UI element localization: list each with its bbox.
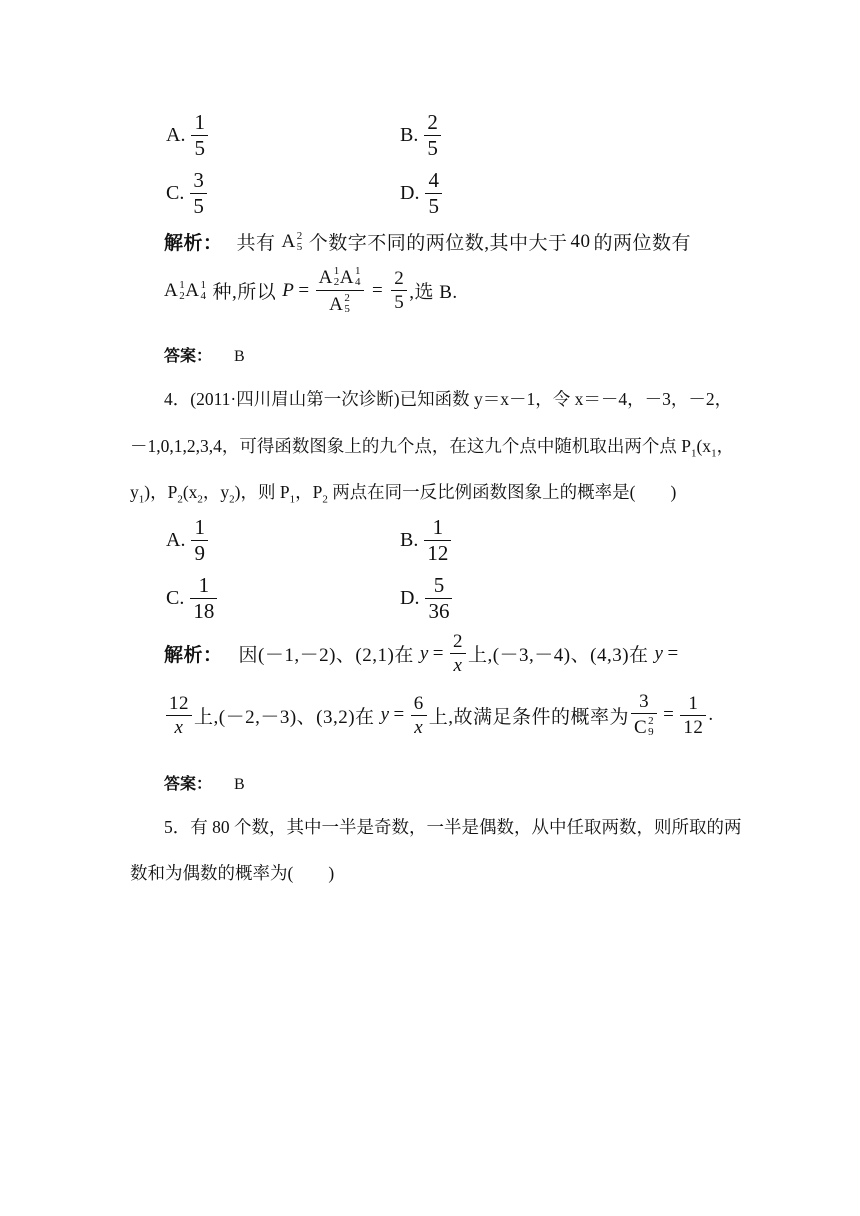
option-fraction: $\frac{4}{5}$ bbox=[425, 170, 442, 217]
option-fraction: $\frac{1}{9}$ bbox=[191, 517, 208, 564]
option-letter: D. bbox=[400, 587, 420, 609]
permutation-a21: A 1 2 bbox=[164, 278, 186, 302]
q4-option-a bbox=[166, 517, 208, 564]
answer-value: B bbox=[234, 776, 245, 793]
q3-option-b bbox=[400, 112, 441, 159]
q4-option-b bbox=[400, 517, 451, 564]
q5-question-line2: 数和为偶数的概率为( ) bbox=[130, 863, 335, 883]
q3-option-c bbox=[166, 170, 207, 217]
answer-value: B bbox=[234, 348, 245, 365]
q5-question-line1: 5．有 80 个数，其中一半是奇数，一半是偶数，从中任取两数，则所取的两 bbox=[164, 817, 742, 837]
option-letter: C. bbox=[166, 182, 185, 204]
q3-analysis-line2: A 1 2 A 1 4 种,所以 P = A 1 2 A 1 4 A 2 5 = $\frac{2}{5}$ ,选 B. bbox=[164, 265, 458, 315]
q3-answer bbox=[164, 343, 245, 366]
option-letter: B. bbox=[400, 124, 419, 146]
option-fraction: $\frac{5}{36}$ bbox=[425, 575, 452, 622]
permutation-a41: A 1 4 bbox=[185, 278, 207, 302]
option-fraction: $\frac{1}{12}$ bbox=[424, 517, 451, 564]
fraction-12-over-x: $\frac{12}{x}$ bbox=[166, 694, 192, 737]
q4-question-line2: －1,0,1,2,3,4，可得函数图象上的九个点，在这九个点中随机取出两个点 $P_1(x_1$， bbox=[130, 436, 735, 460]
permutation-a52: A 2 5 bbox=[281, 229, 303, 253]
option-letter: A. bbox=[166, 124, 186, 146]
option-letter: C. bbox=[166, 587, 185, 609]
q3-option-d bbox=[400, 170, 442, 217]
answer-label: 答案： bbox=[164, 346, 213, 365]
analysis-label: 解析： bbox=[164, 644, 223, 666]
result-fraction: $\frac{2}{5}$ bbox=[391, 269, 407, 312]
fraction-1-over-12: $\frac{1}{12}$ bbox=[680, 694, 706, 737]
analysis-label: 解析： bbox=[164, 232, 223, 254]
option-fraction: $\frac{3}{5}$ bbox=[190, 170, 207, 217]
probability-expression: A 1 2 A 1 4 A 2 5 bbox=[316, 266, 364, 315]
option-letter: D. bbox=[400, 182, 420, 204]
fraction-3-over-c92: 3 C 2 9 bbox=[631, 692, 657, 738]
option-fraction: $\frac{1}{5}$ bbox=[191, 112, 208, 159]
fraction-6-over-x: $\frac{6}{x}$ bbox=[411, 694, 427, 737]
option-letter: A. bbox=[166, 529, 186, 551]
q4-option-c bbox=[166, 575, 217, 622]
q4-option-d bbox=[400, 575, 452, 622]
q4-analysis-line2: $\frac{12}{x}$ 上,(－2,－3)、(3,2)在 y = $\frac{6}{x}$ 上,故满足条件的概率为 3 C 2 9 = $\frac{1}{12}$ . bbox=[164, 692, 714, 738]
q4-question-line3: $y_1$)，$P_2(x_2$，$y_2$)，则 $P_1$，$P_2$ 两点在同一反比例函数图象上的概率是( ) bbox=[130, 482, 677, 506]
q4-question-line1: 4．(2011·四川眉山第一次诊断)已知函数 y＝x－1，令 x＝－4，－3，－2， bbox=[164, 389, 733, 409]
option-fraction: $\frac{2}{5}$ bbox=[424, 112, 441, 159]
q3-option-a bbox=[166, 112, 208, 159]
answer-label: 答案： bbox=[164, 774, 213, 793]
option-fraction: $\frac{1}{18}$ bbox=[190, 575, 217, 622]
option-letter: B. bbox=[400, 529, 419, 551]
q4-answer bbox=[164, 771, 245, 794]
q4-analysis-line1: 解析： 因(－1,－2)、(2,1)在 y = $\frac{2}{x}$ 上,(－3,－4)、(4,3)在 y = bbox=[164, 631, 679, 676]
fraction-2-over-x: $\frac{2}{x}$ bbox=[450, 632, 466, 675]
q3-analysis-line1: 解析： 共有 A 2 5 个数字不同的两位数,其中大于 40 的两位数有 bbox=[164, 229, 692, 254]
